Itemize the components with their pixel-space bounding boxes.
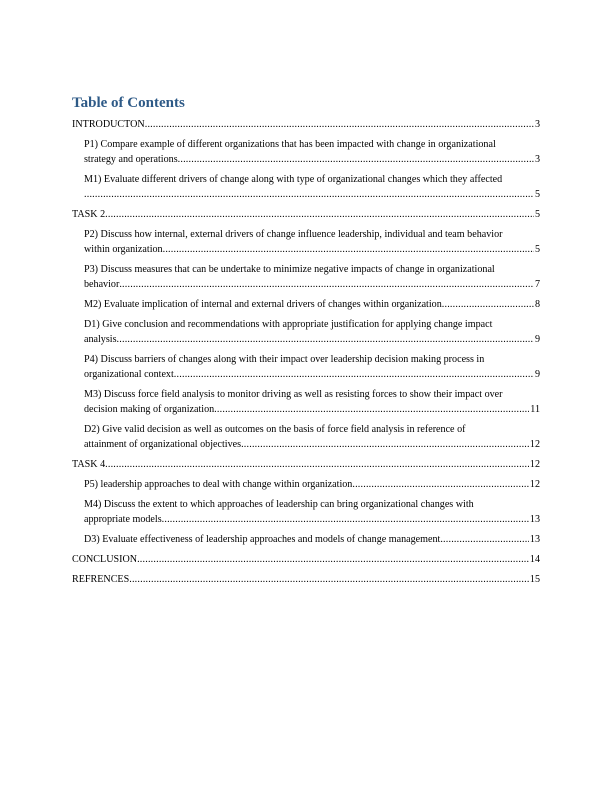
toc-entry-line xyxy=(72,572,540,587)
toc-page-number: 5 xyxy=(534,209,540,220)
toc-entry-line xyxy=(72,117,540,132)
toc-entry-line xyxy=(84,277,540,292)
toc-page-number: 9 xyxy=(534,334,540,345)
toc-page-number: 14 xyxy=(529,554,540,565)
toc-leader-dots xyxy=(129,572,529,587)
toc-entry-text: TASK 4 xyxy=(72,459,106,470)
toc-entry[interactable] xyxy=(72,352,540,382)
toc-entry[interactable] xyxy=(72,457,540,472)
toc-entry-text: D3) Evaluate effectiveness of leadership approaches and models of change management xyxy=(84,534,441,545)
toc-leader-dots xyxy=(145,117,534,132)
toc-entry-text: analysis xyxy=(84,334,117,345)
toc-page-number: 15 xyxy=(529,574,540,585)
toc-entry[interactable] xyxy=(72,172,540,202)
toc-entry-text: INTRODUCTON xyxy=(72,119,145,130)
toc-page-number: 12 xyxy=(529,479,540,490)
toc-entry-text: attainment of organizational objectives xyxy=(84,439,242,450)
toc-entry-line xyxy=(84,437,540,452)
toc-entry-heading: D2) Give valid decision as well as outcomes on the basis of force field analysis in reference of xyxy=(84,424,466,435)
toc-page-number: 13 xyxy=(529,534,540,545)
toc-page-number: 3 xyxy=(534,119,540,130)
toc-entry-line xyxy=(72,207,540,222)
toc-page-number: 7 xyxy=(534,279,540,290)
toc-entry-line xyxy=(84,332,540,347)
toc-entry-line xyxy=(72,457,540,472)
toc-leader-dots xyxy=(163,242,534,257)
toc-entry-line xyxy=(84,152,540,167)
toc-entry[interactable] xyxy=(72,497,540,527)
toc-page-number: 9 xyxy=(534,369,540,380)
toc-entry-heading: P2) Discuss how internal, external drivers of change influence leadership, individual and team behavior xyxy=(84,229,503,240)
toc-entry-text: appropriate models xyxy=(84,514,162,525)
toc-page-number: 13 xyxy=(529,514,540,525)
toc-page-number: 11 xyxy=(530,404,540,415)
toc-entry-text: P5) leadership approaches to deal with change within organization xyxy=(84,479,353,490)
toc-leader-dots xyxy=(440,532,529,547)
toc-entry-heading: P4) Discuss barriers of changes along with their impact over leadership decision making process in xyxy=(84,354,485,365)
toc-entries xyxy=(72,117,540,587)
toc-page-number: 8 xyxy=(534,299,540,310)
toc-entry[interactable] xyxy=(72,317,540,347)
toc-entry[interactable] xyxy=(72,387,540,417)
toc-entry-text: REFRENCES xyxy=(72,574,130,585)
toc-leader-dots xyxy=(119,277,534,292)
toc-entry-line xyxy=(72,552,540,567)
toc-title: Table of Contents xyxy=(72,95,185,111)
toc-leader-dots xyxy=(105,207,534,222)
toc-entry-heading: M1) Evaluate different drivers of change along with type of organizational changes which they affected xyxy=(84,174,503,185)
toc-entry[interactable] xyxy=(72,572,540,587)
toc-entry-text: TASK 2 xyxy=(72,209,106,220)
toc-entry-text: behavior xyxy=(84,279,120,290)
toc-entry[interactable] xyxy=(72,532,540,547)
toc-leader-dots xyxy=(84,187,534,202)
toc-entry[interactable] xyxy=(72,552,540,567)
toc-page-number: 5 xyxy=(534,189,540,200)
toc-entry[interactable] xyxy=(72,207,540,222)
toc-entry-line xyxy=(84,402,540,417)
toc-entry-text: M2) Evaluate implication of internal and external drivers of changes within organization xyxy=(84,299,442,310)
toc-leader-dots xyxy=(241,437,529,452)
toc-entry-text: decision making of organization xyxy=(84,404,215,415)
toc-leader-dots xyxy=(178,152,534,167)
toc-leader-dots xyxy=(442,297,534,312)
toc-entry[interactable] xyxy=(72,422,540,452)
toc-page-number: 12 xyxy=(529,439,540,450)
toc-entry-text: CONCLUSION xyxy=(72,554,138,565)
toc-entry-line xyxy=(84,512,540,527)
toc-leader-dots xyxy=(352,477,529,492)
toc-entry-text: strategy and operations xyxy=(84,154,178,165)
toc-entry-line xyxy=(84,532,540,547)
toc-entry-line xyxy=(84,297,540,312)
toc-leader-dots xyxy=(214,402,529,417)
toc-page-number: 5 xyxy=(534,244,540,255)
toc-entry[interactable] xyxy=(72,117,540,132)
toc-entry[interactable] xyxy=(72,137,540,167)
toc-entry-heading: P1) Compare example of different organizations that has been impacted with change in organizational xyxy=(84,139,496,150)
toc-entry-line xyxy=(84,367,540,382)
toc-entry-text: within organization xyxy=(84,244,163,255)
toc-page-number: 12 xyxy=(529,459,540,470)
toc-entry-line xyxy=(84,187,540,202)
toc-entry-line xyxy=(84,242,540,257)
toc-leader-dots xyxy=(174,367,534,382)
toc-entry-heading: M3) Discuss force field analysis to monitor driving as well as resisting forces to show their impact over xyxy=(84,389,503,400)
toc-entry-heading: D1) Give conclusion and recommendations with appropriate justification for applying change impact xyxy=(84,319,493,330)
toc-entry-heading: M4) Discuss the extent to which approaches of leadership can bring organizational changes with xyxy=(84,499,474,510)
toc-leader-dots xyxy=(137,552,529,567)
toc-leader-dots xyxy=(105,457,529,472)
table-of-contents xyxy=(72,94,540,592)
toc-leader-dots xyxy=(162,512,529,527)
toc-entry-line xyxy=(84,477,540,492)
toc-entry[interactable] xyxy=(72,227,540,257)
toc-page-number: 3 xyxy=(534,154,540,165)
toc-entry[interactable] xyxy=(72,262,540,292)
toc-leader-dots xyxy=(117,332,534,347)
toc-entry[interactable] xyxy=(72,477,540,492)
toc-entry-heading: P3) Discuss measures that can be undertake to minimize negative impacts of change in organizational xyxy=(84,264,495,275)
toc-entry[interactable] xyxy=(72,297,540,312)
toc-entry-text: organizational context xyxy=(84,369,174,380)
